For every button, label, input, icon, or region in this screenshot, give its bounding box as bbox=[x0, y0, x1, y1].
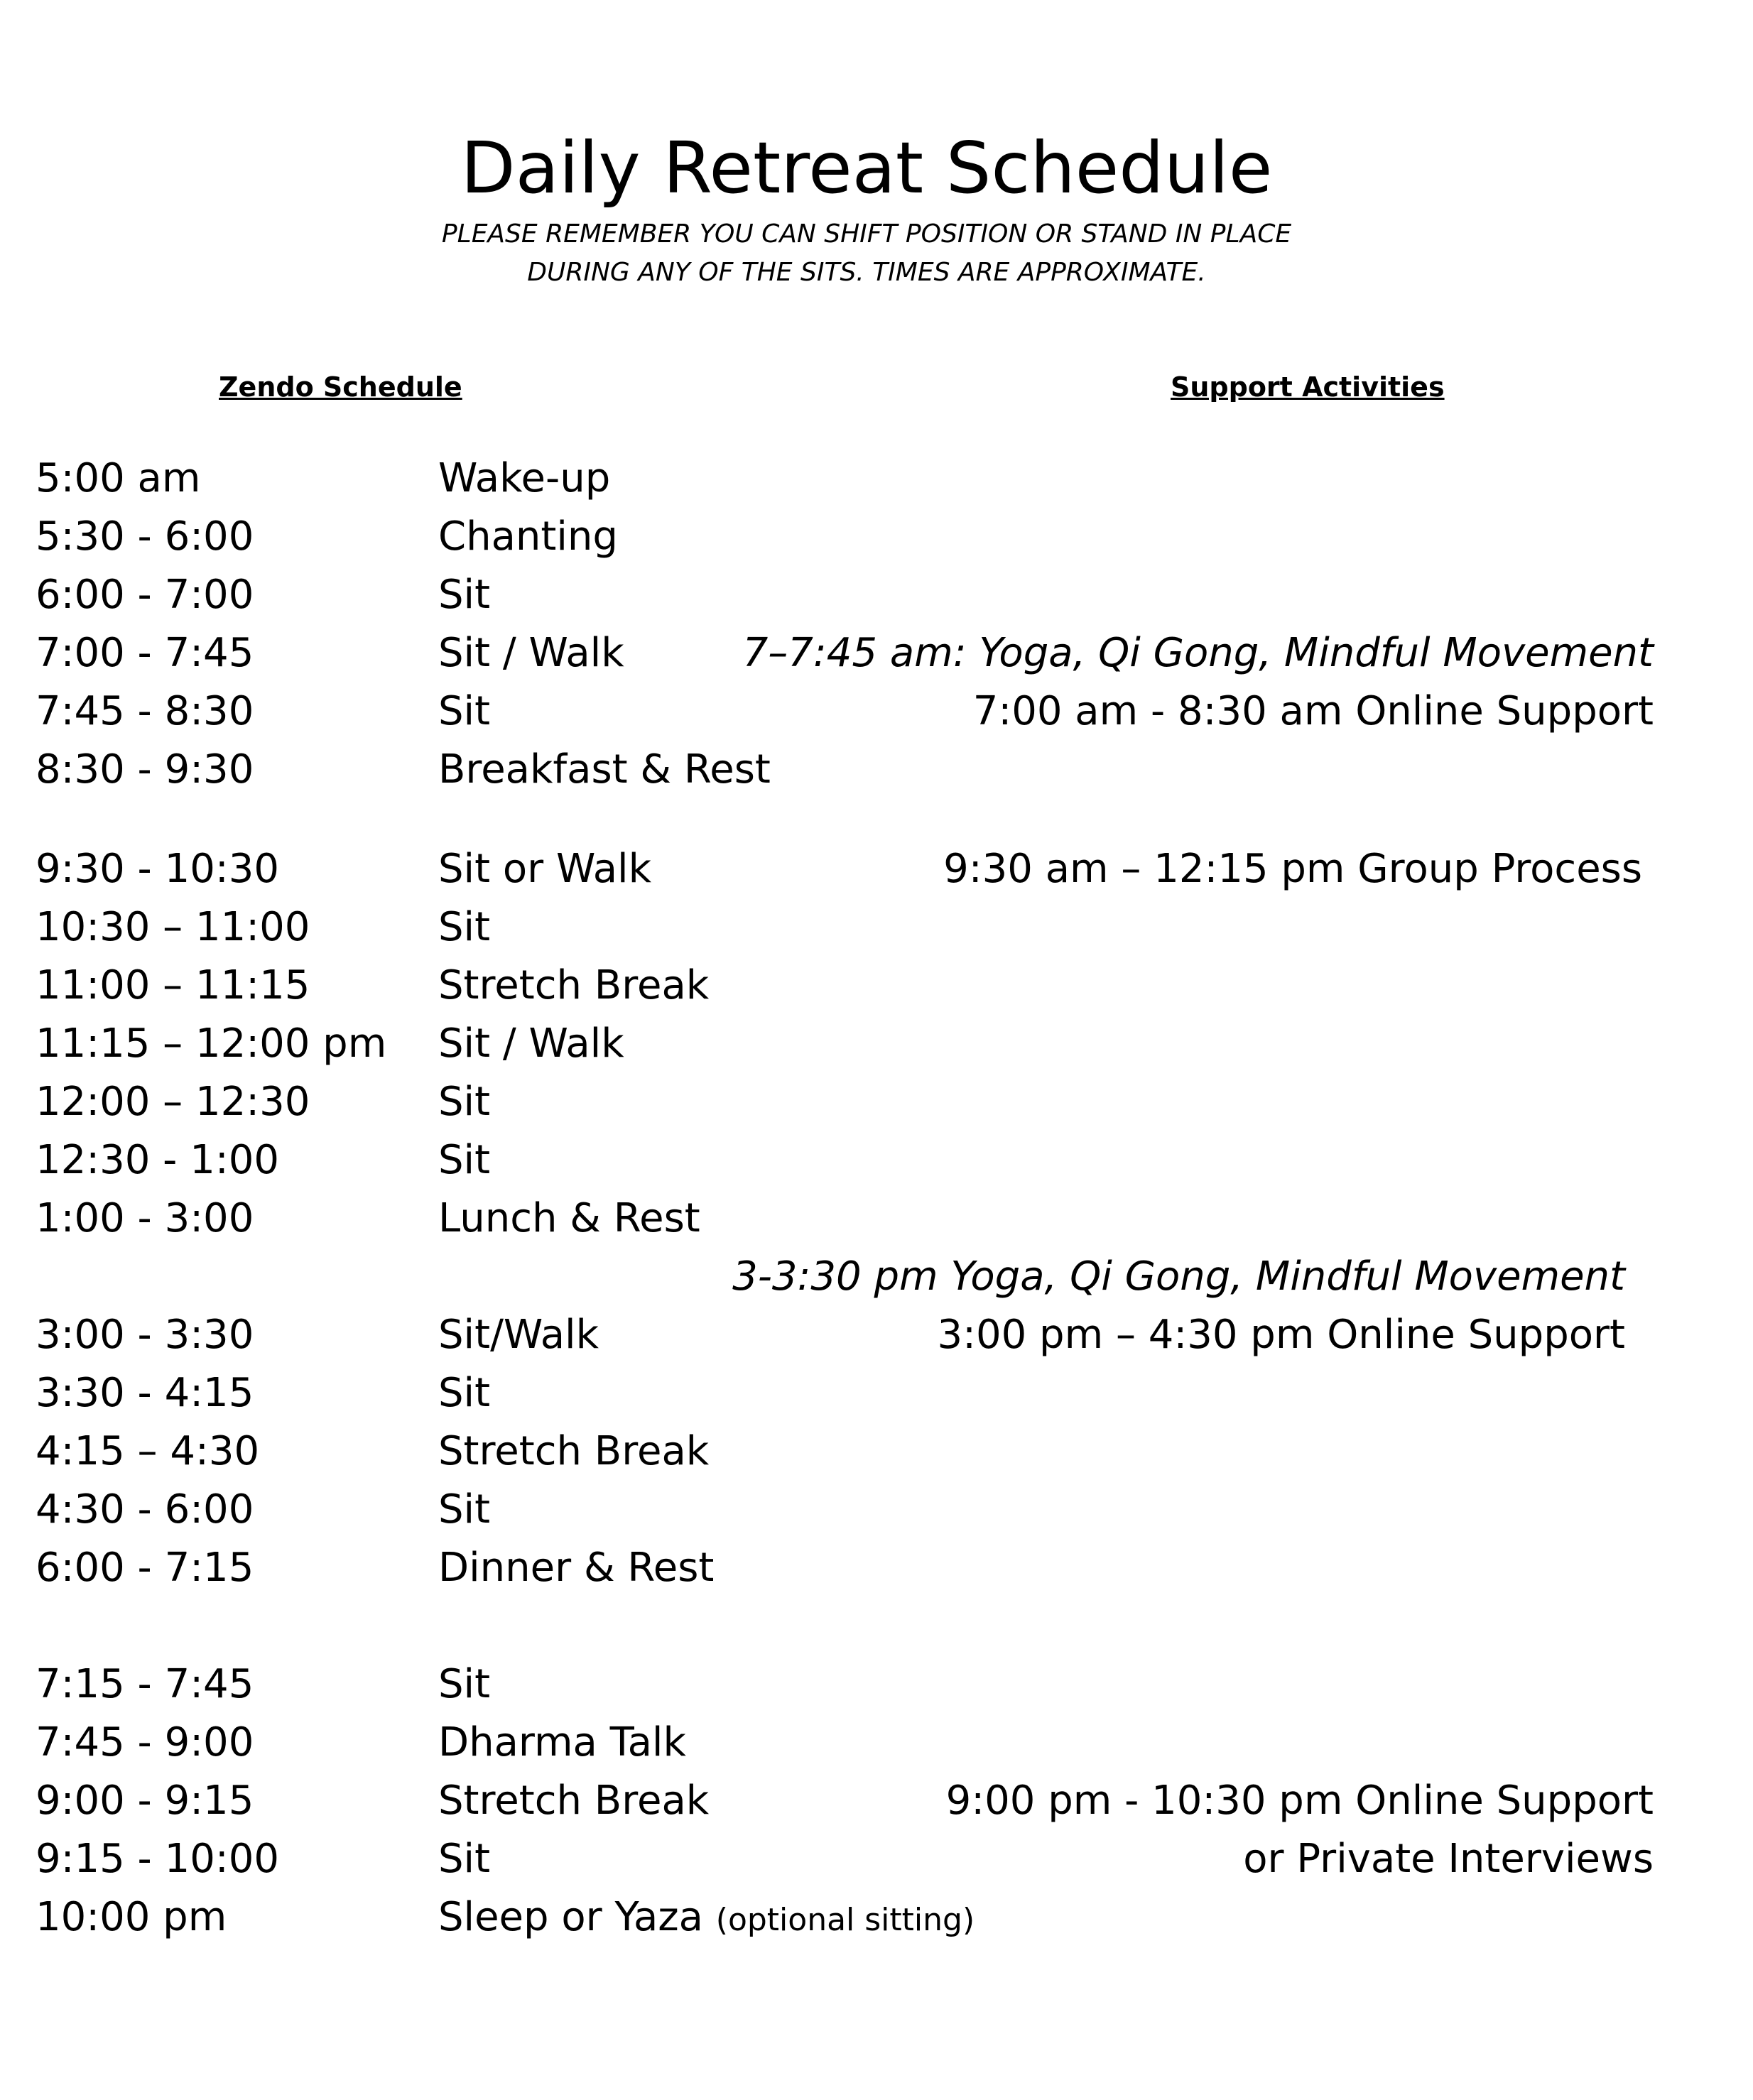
schedule-row bbox=[0, 841, 1753, 898]
schedule-row bbox=[0, 957, 1753, 1014]
row-time: 7:45 - 8:30 bbox=[36, 688, 254, 734]
schedule-row bbox=[0, 1307, 1753, 1364]
row-activity bbox=[438, 1889, 975, 1949]
schedule-row bbox=[0, 508, 1753, 565]
row-support-activity: 9:30 am – 12:15 pm Group Process bbox=[943, 846, 1642, 892]
row-activity: Stretch Break bbox=[438, 1428, 710, 1474]
schedule-row bbox=[0, 899, 1753, 956]
row-activity: Dharma Talk bbox=[438, 1719, 686, 1766]
row-activity: Wake-up bbox=[438, 455, 611, 501]
schedule-row bbox=[0, 1773, 1753, 1829]
row-time: 7:45 - 9:00 bbox=[36, 1719, 254, 1766]
row-time: 10:30 – 11:00 bbox=[36, 904, 310, 950]
schedule-row bbox=[0, 1656, 1753, 1713]
row-activity-text: Sleep or Yaza bbox=[438, 1894, 703, 1940]
row-support-activity: 9:00 pm - 10:30 pm Online Support bbox=[945, 1778, 1654, 1824]
row-activity: Sit bbox=[438, 904, 491, 950]
schedule-row bbox=[0, 567, 1753, 624]
row-activity: Sit/Walk bbox=[438, 1312, 599, 1358]
schedule-row bbox=[0, 1481, 1753, 1538]
row-activity: Chanting bbox=[438, 513, 618, 560]
row-activity: Stretch Break bbox=[438, 962, 710, 1008]
row-time: 4:30 - 6:00 bbox=[36, 1486, 254, 1533]
row-time: 1:00 - 3:00 bbox=[36, 1195, 254, 1241]
row-support-activity: 3-3:30 pm Yoga, Qi Gong, Mindful Movement bbox=[732, 1253, 1625, 1300]
row-time: 4:15 – 4:30 bbox=[36, 1428, 260, 1474]
schedule-row bbox=[0, 1714, 1753, 1771]
row-time: 7:15 - 7:45 bbox=[36, 1661, 254, 1707]
row-activity: Sit bbox=[438, 1079, 491, 1125]
schedule-row bbox=[0, 450, 1753, 507]
row-activity: Sit / Walk bbox=[438, 630, 624, 676]
row-time: 6:00 - 7:00 bbox=[36, 572, 254, 618]
row-activity: Sit or Walk bbox=[438, 846, 652, 892]
row-activity: Sit bbox=[438, 1370, 491, 1416]
schedule-row bbox=[0, 1016, 1753, 1072]
row-time: 12:30 - 1:00 bbox=[36, 1137, 279, 1183]
schedule-row bbox=[0, 625, 1753, 682]
zendo-schedule-header: Zendo Schedule bbox=[219, 371, 462, 403]
subtitle-line-2: DURING ANY OF THE SITS. TIMES ARE APPROXIMATE. bbox=[527, 258, 1206, 287]
row-activity: Sit bbox=[438, 1661, 491, 1707]
support-activities-header: Support Activities bbox=[1171, 371, 1445, 403]
schedule-row bbox=[0, 1540, 1753, 1596]
schedule-row bbox=[0, 1423, 1753, 1480]
schedule-row bbox=[0, 1889, 1753, 1946]
row-time: 10:00 pm bbox=[36, 1894, 227, 1940]
row-activity: Sit bbox=[438, 1486, 491, 1533]
schedule-row bbox=[0, 1831, 1753, 1888]
row-time: 8:30 - 9:30 bbox=[36, 746, 254, 793]
schedule-row bbox=[0, 1074, 1753, 1131]
row-time: 3:00 - 3:30 bbox=[36, 1312, 254, 1358]
row-time: 9:00 - 9:15 bbox=[36, 1778, 254, 1824]
row-time: 9:30 - 10:30 bbox=[36, 846, 279, 892]
row-activity: Sit bbox=[438, 688, 491, 734]
subtitle-line-1: PLEASE REMEMBER YOU CAN SHIFT POSITION OR STAND IN PLACE bbox=[441, 219, 1292, 249]
row-support-activity: or Private Interviews bbox=[1243, 1836, 1654, 1882]
row-support-activity: 7:00 am - 8:30 am Online Support bbox=[972, 688, 1654, 734]
row-activity: Sit bbox=[438, 572, 491, 618]
row-activity: Sit bbox=[438, 1836, 491, 1882]
row-activity: Sit bbox=[438, 1137, 491, 1183]
row-time: 11:15 – 12:00 pm bbox=[36, 1021, 387, 1067]
row-activity-note: (optional sitting) bbox=[715, 1902, 975, 1938]
row-time: 3:30 - 4:15 bbox=[36, 1370, 254, 1416]
row-activity: Lunch & Rest bbox=[438, 1195, 700, 1241]
row-activity: Stretch Break bbox=[438, 1778, 710, 1824]
row-activity: Breakfast & Rest bbox=[438, 746, 771, 793]
schedule-row bbox=[0, 1132, 1753, 1189]
row-time: 5:00 am bbox=[36, 455, 201, 501]
row-time: 7:00 - 7:45 bbox=[36, 630, 254, 676]
row-activity: Dinner & Rest bbox=[438, 1545, 715, 1591]
row-support-activity: 7–7:45 am: Yoga, Qi Gong, Mindful Movement bbox=[742, 630, 1654, 676]
row-time: 5:30 - 6:00 bbox=[36, 513, 254, 560]
schedule-row bbox=[0, 1190, 1753, 1247]
schedule-row bbox=[0, 741, 1753, 798]
row-support-activity: 3:00 pm – 4:30 pm Online Support bbox=[937, 1312, 1625, 1358]
row-time: 11:00 – 11:15 bbox=[36, 962, 310, 1008]
row-time: 6:00 - 7:15 bbox=[36, 1545, 254, 1591]
row-time: 12:00 – 12:30 bbox=[36, 1079, 310, 1125]
schedule-row bbox=[0, 1248, 1753, 1305]
row-activity: Sit / Walk bbox=[438, 1021, 624, 1067]
schedule-row bbox=[0, 1365, 1753, 1422]
page-title: Daily Retreat Schedule bbox=[460, 126, 1273, 210]
row-time: 9:15 - 10:00 bbox=[36, 1836, 279, 1882]
schedule-row bbox=[0, 683, 1753, 740]
